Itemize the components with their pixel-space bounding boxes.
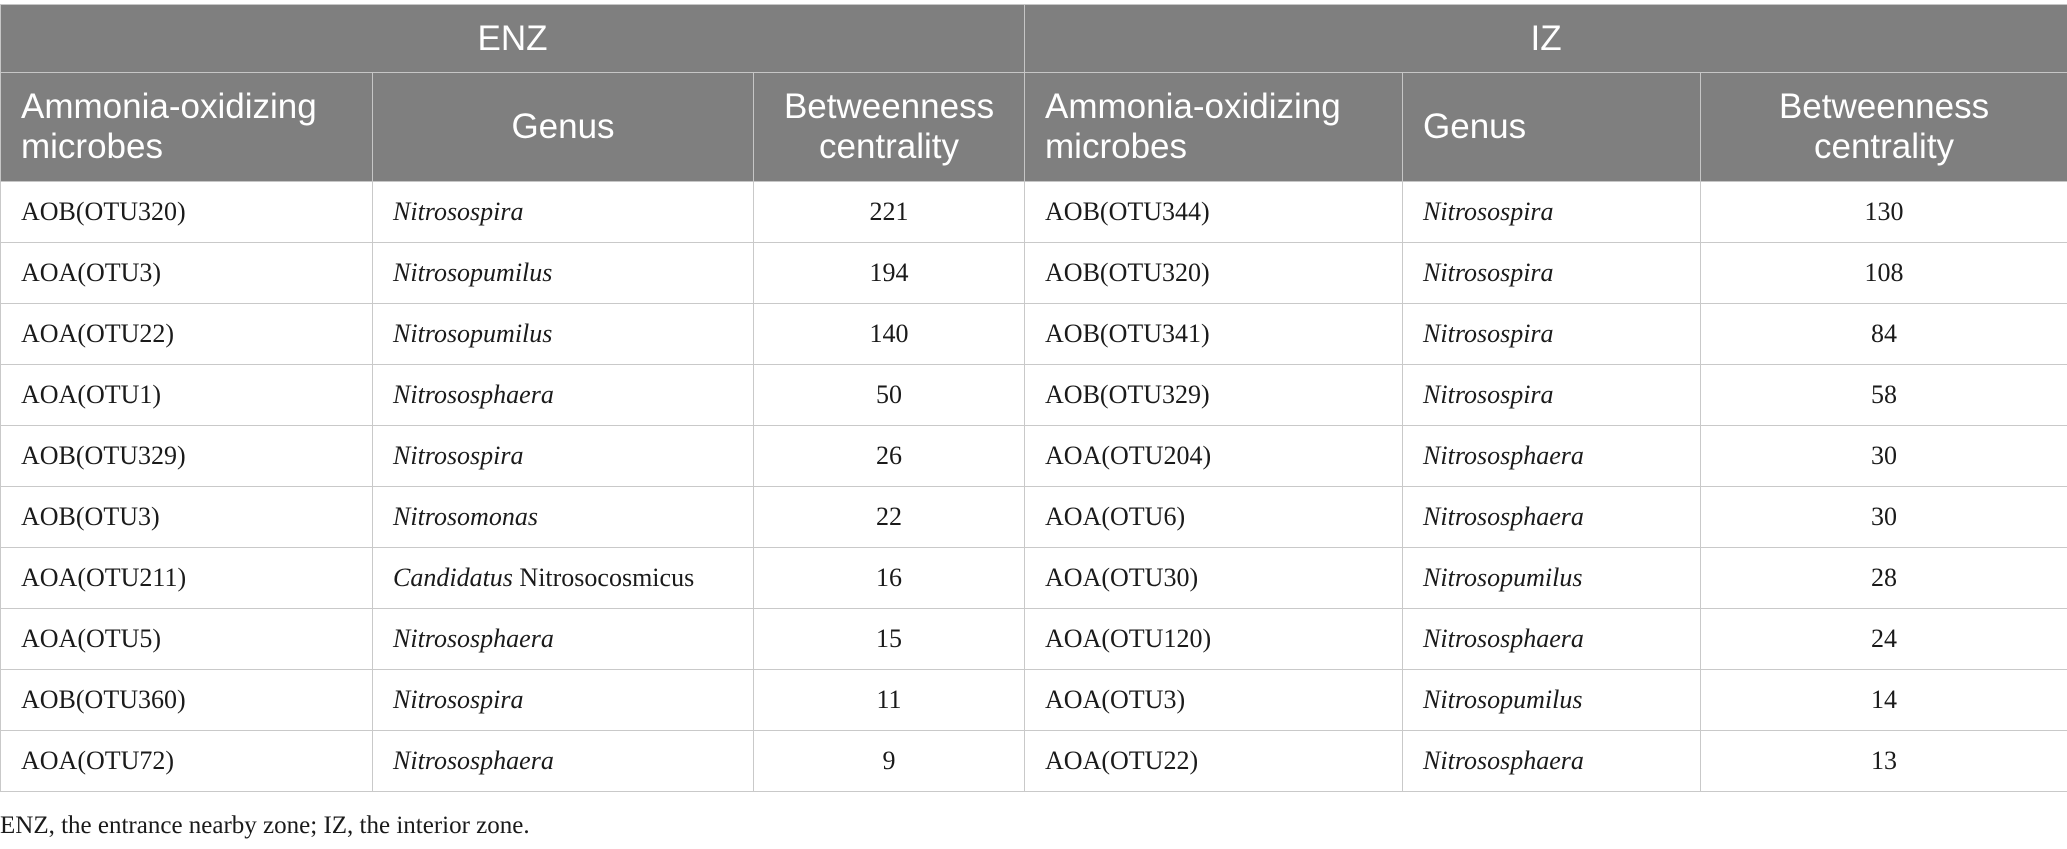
iz-genus-cell xyxy=(1403,304,1701,365)
enz-betweenness-cell: 15 xyxy=(754,609,1025,670)
iz-microbe-cell: AOB(OTU341) xyxy=(1025,304,1403,365)
iz-betweenness-cell: 58 xyxy=(1701,365,2067,426)
iz-microbe-cell: AOA(OTU204) xyxy=(1025,426,1403,487)
iz-genus-name: Nitrososphaera xyxy=(1423,441,1584,470)
iz-genus-cell xyxy=(1403,731,1701,792)
group-header-enz: ENZ xyxy=(1,5,1025,73)
iz-genus-name: Nitrososphaera xyxy=(1423,502,1584,531)
column-header-enz-genus: Genus xyxy=(373,73,754,182)
enz-genus-cell xyxy=(373,487,754,548)
iz-genus-cell xyxy=(1403,182,1701,243)
table-footnote: ENZ, the entrance nearby zone; IZ, the interior zone. xyxy=(0,812,530,839)
iz-microbe-cell: AOA(OTU30) xyxy=(1025,548,1403,609)
iz-betweenness-cell: 30 xyxy=(1701,426,2067,487)
enz-microbe-cell: AOA(OTU22) xyxy=(1,304,373,365)
column-header-iz-microbes: Ammonia-oxidizing microbes xyxy=(1025,73,1403,182)
enz-genus-name: Nitrosopumilus xyxy=(393,319,553,348)
table-row xyxy=(1,609,2067,670)
iz-betweenness-cell: 14 xyxy=(1701,670,2067,731)
enz-genus-name: Nitrosospira xyxy=(393,685,524,714)
iz-genus-cell xyxy=(1403,548,1701,609)
iz-genus-name: Nitrosospira xyxy=(1423,258,1554,287)
enz-betweenness-cell: 11 xyxy=(754,670,1025,731)
enz-genus-cell xyxy=(373,609,754,670)
enz-genus-cell xyxy=(373,365,754,426)
enz-genus-cell xyxy=(373,304,754,365)
enz-betweenness-cell: 221 xyxy=(754,182,1025,243)
table-row xyxy=(1,304,2067,365)
iz-microbe-cell: AOA(OTU22) xyxy=(1025,731,1403,792)
enz-betweenness-cell: 26 xyxy=(754,426,1025,487)
enz-betweenness-cell: 16 xyxy=(754,548,1025,609)
column-header-iz-betweenness: Betweenness centrality xyxy=(1701,73,2067,182)
enz-microbe-cell: AOB(OTU3) xyxy=(1,487,373,548)
enz-genus-name: Nitrososphaera xyxy=(393,380,554,409)
iz-genus-cell xyxy=(1403,243,1701,304)
group-header-iz: IZ xyxy=(1025,5,2067,73)
iz-genus-cell xyxy=(1403,487,1701,548)
table-row xyxy=(1,670,2067,731)
enz-genus-cell xyxy=(373,243,754,304)
enz-betweenness-cell: 140 xyxy=(754,304,1025,365)
iz-genus-cell xyxy=(1403,670,1701,731)
table-row xyxy=(1,548,2067,609)
enz-genus-cell xyxy=(373,426,754,487)
iz-genus-name: Nitrosospira xyxy=(1423,380,1554,409)
iz-genus-name: Nitrosospira xyxy=(1423,197,1554,226)
enz-betweenness-cell: 194 xyxy=(754,243,1025,304)
column-header-iz-genus: Genus xyxy=(1403,73,1701,182)
enz-genus-name: Nitrosomonas xyxy=(393,502,538,531)
iz-betweenness-cell: 13 xyxy=(1701,731,2067,792)
column-header-enz-betweenness: Betweenness centrality xyxy=(754,73,1025,182)
iz-microbe-cell: AOB(OTU344) xyxy=(1025,182,1403,243)
iz-betweenness-cell: 30 xyxy=(1701,487,2067,548)
enz-microbe-cell: AOA(OTU5) xyxy=(1,609,373,670)
enz-microbe-cell: AOB(OTU329) xyxy=(1,426,373,487)
iz-genus-name: Nitrososphaera xyxy=(1423,624,1584,653)
enz-genus-name: Nitrosopumilus xyxy=(393,258,553,287)
iz-genus-name: Nitrosospira xyxy=(1423,319,1554,348)
iz-genus-cell xyxy=(1403,609,1701,670)
enz-genus-cell xyxy=(373,548,754,609)
iz-microbe-cell: AOA(OTU6) xyxy=(1025,487,1403,548)
iz-genus-name: Nitrosopumilus xyxy=(1423,563,1583,592)
iz-genus-name: Nitrosopumilus xyxy=(1423,685,1583,714)
iz-microbe-cell: AOB(OTU320) xyxy=(1025,243,1403,304)
iz-microbe-cell: AOA(OTU3) xyxy=(1025,670,1403,731)
table-row xyxy=(1,243,2067,304)
iz-genus-name: Nitrososphaera xyxy=(1423,746,1584,775)
iz-betweenness-cell: 24 xyxy=(1701,609,2067,670)
iz-microbe-cell: AOA(OTU120) xyxy=(1025,609,1403,670)
enz-betweenness-cell: 50 xyxy=(754,365,1025,426)
enz-microbe-cell: AOA(OTU211) xyxy=(1,548,373,609)
enz-genus-cell xyxy=(373,670,754,731)
enz-genus-name: Nitrososphaera xyxy=(393,624,554,653)
iz-betweenness-cell: 130 xyxy=(1701,182,2067,243)
table-row xyxy=(1,731,2067,792)
enz-genus-cell xyxy=(373,182,754,243)
enz-microbe-cell: AOB(OTU360) xyxy=(1,670,373,731)
table-row xyxy=(1,182,2067,243)
betweenness-table xyxy=(0,4,2067,792)
enz-genus-name: Nitrososphaera xyxy=(393,746,554,775)
enz-microbe-cell: AOA(OTU3) xyxy=(1,243,373,304)
enz-genus-name: Candidatus xyxy=(393,563,513,592)
enz-genus-name: Nitrosospira xyxy=(393,197,524,226)
table-row xyxy=(1,426,2067,487)
enz-genus-cell xyxy=(373,731,754,792)
iz-genus-cell xyxy=(1403,426,1701,487)
enz-betweenness-cell: 22 xyxy=(754,487,1025,548)
table-row xyxy=(1,487,2067,548)
iz-betweenness-cell: 28 xyxy=(1701,548,2067,609)
table-row xyxy=(1,365,2067,426)
enz-microbe-cell: AOA(OTU1) xyxy=(1,365,373,426)
enz-microbe-cell: AOB(OTU320) xyxy=(1,182,373,243)
enz-genus-suffix: Nitrosocosmicus xyxy=(512,563,695,592)
enz-microbe-cell: AOA(OTU72) xyxy=(1,731,373,792)
iz-betweenness-cell: 108 xyxy=(1701,243,2067,304)
enz-betweenness-cell: 9 xyxy=(754,731,1025,792)
iz-microbe-cell: AOB(OTU329) xyxy=(1025,365,1403,426)
iz-betweenness-cell: 84 xyxy=(1701,304,2067,365)
iz-genus-cell xyxy=(1403,365,1701,426)
column-header-enz-microbes: Ammonia-oxidizing microbes xyxy=(1,73,373,182)
enz-genus-name: Nitrosospira xyxy=(393,441,524,470)
